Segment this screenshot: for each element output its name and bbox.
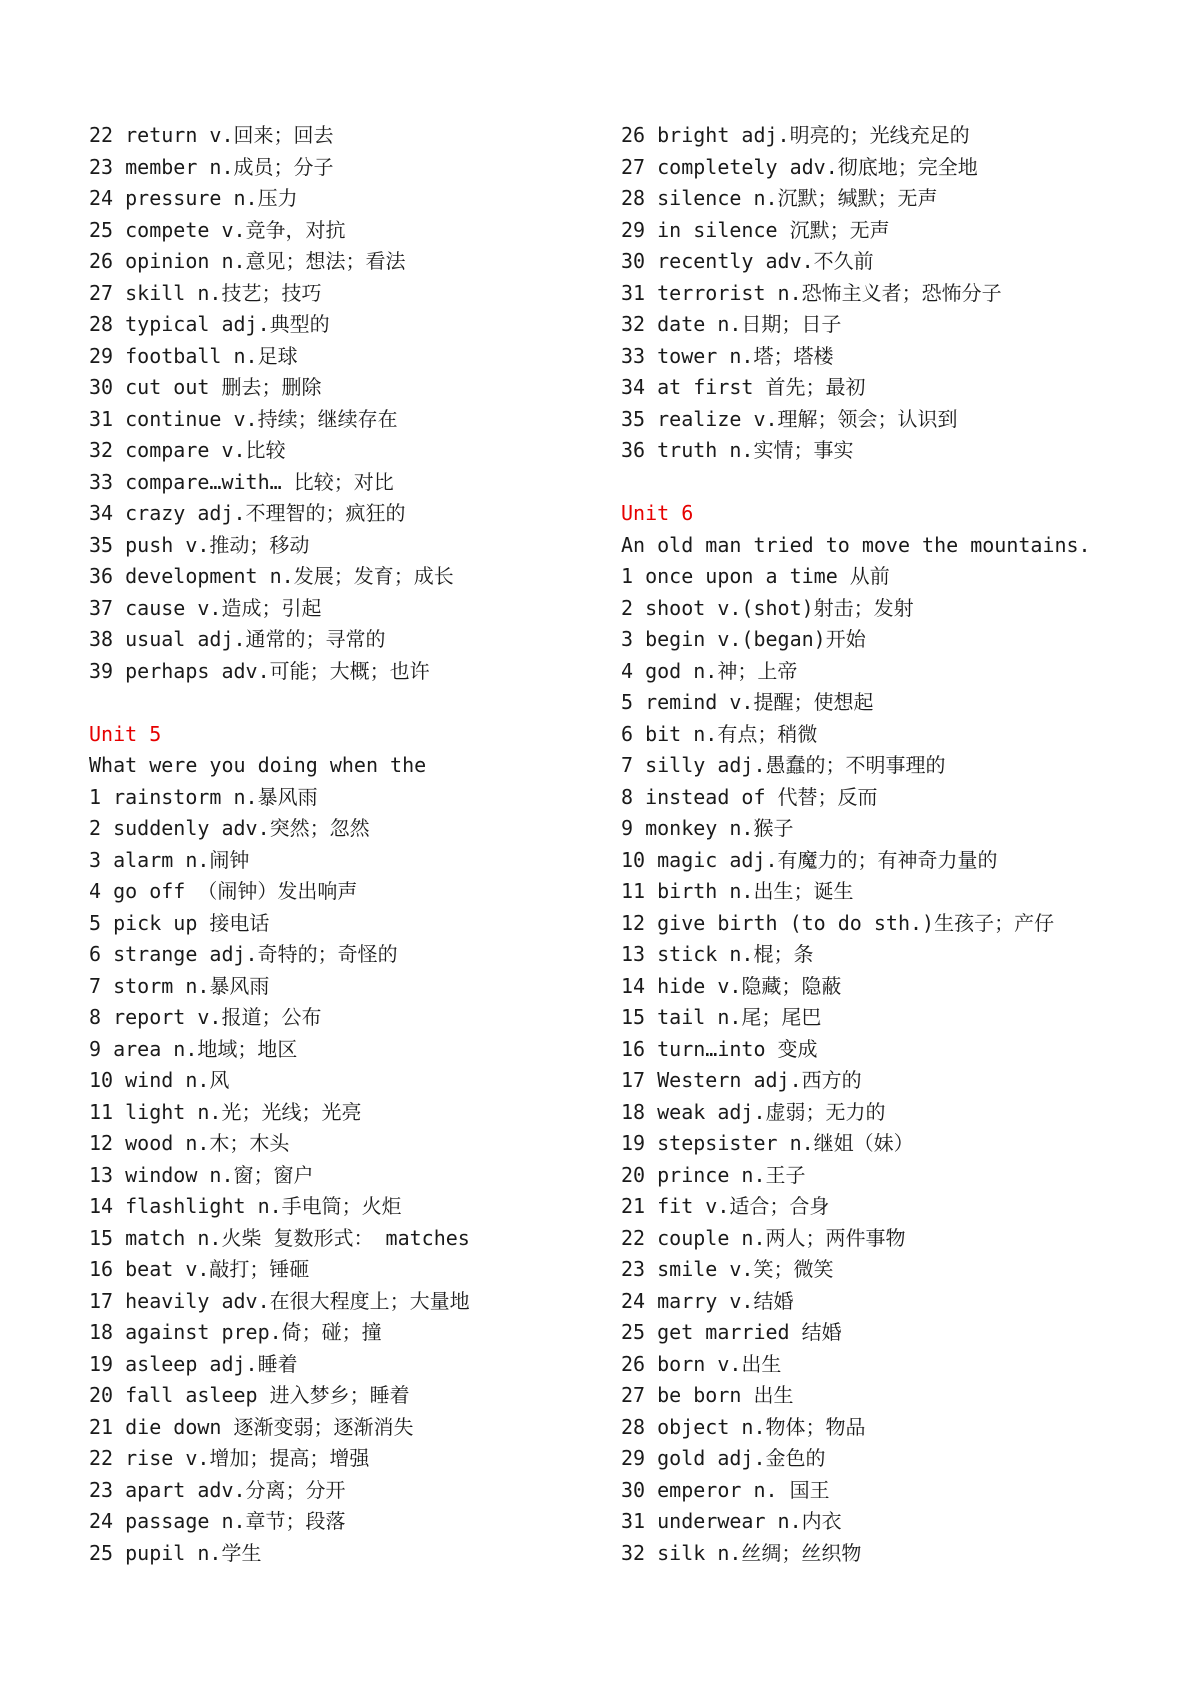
vocab-entry: 4 god n.神；上帝 (621, 658, 798, 683)
vocab-entry: 26 opinion n.意见；想法；看法 (89, 249, 406, 273)
vocab-entry: 24 marry v.结婚 (621, 1288, 794, 1313)
vocab-entry: 15 match n.火柴 复数形式： matches (89, 1225, 470, 1250)
vocab-entry: 25 compete v.竞争，对抗 (89, 217, 346, 242)
vocab-entry: 31 continue v.持续；继续存在 (89, 406, 398, 431)
vocab-entry: 39 perhaps adv.可能；大概；也许 (89, 658, 430, 683)
left-column (89, 120, 569, 1569)
vocab-entry: 35 push v.推动；移动 (89, 532, 310, 557)
vocab-entry: What were you doing when the (89, 753, 427, 777)
vocab-entry: 32 date n.日期；日子 (621, 312, 842, 336)
vocab-entry: 23 member n.成员；分子 (89, 154, 334, 179)
vocab-entry: 29 in silence 沉默；无声 (621, 217, 890, 242)
vocab-entry: 14 flashlight n.手电筒；火炬 (89, 1194, 402, 1218)
vocab-entry: 19 stepsister n.继姐（妹） (621, 1131, 914, 1155)
vocab-entry: 27 be born 出生 (621, 1383, 794, 1407)
vocab-entry: 11 birth n.出生；诞生 (621, 879, 854, 903)
vocab-entry: 29 gold adj.金色的 (621, 1446, 826, 1470)
vocab-entry: 33 compare…with… 比较；对比 (89, 469, 394, 494)
vocab-entry: 12 wood n.木；木头 (89, 1131, 290, 1155)
vocab-entry: 31 underwear n.内衣 (621, 1509, 842, 1533)
vocab-entry: 11 light n.光；光线；光亮 (89, 1099, 362, 1124)
vocab-entry: 27 skill n.技艺；技巧 (89, 280, 322, 305)
vocab-entry: 8 report v.报道；公布 (89, 1005, 322, 1029)
vocab-entry: 36 development n.发展；发育；成长 (89, 564, 454, 588)
vocab-entry: 14 hide v.隐藏；隐蔽 (621, 973, 842, 998)
vocab-entry: 21 fit v.适合；合身 (621, 1194, 830, 1218)
vocab-entry: 26 born v.出生 (621, 1351, 782, 1376)
vocab-entry: 32 compare v.比较 (89, 438, 286, 462)
vocab-entry: 18 weak adj.虚弱；无力的 (621, 1099, 886, 1124)
vocab-entry: 20 fall asleep 进入梦乡；睡着 (89, 1383, 410, 1407)
vocab-entry: 5 pick up 接电话 (89, 910, 270, 935)
vocab-entry: 25 get married 结婚 (621, 1320, 842, 1344)
vocab-entry: 9 area n.地域；地区 (89, 1036, 298, 1061)
vocab-entry: 35 realize v.理解；领会；认识到 (621, 406, 958, 431)
vocab-entry: 25 pupil n.学生 (89, 1540, 262, 1565)
vocab-entry: 13 window n.窗；窗户 (89, 1162, 314, 1187)
vocab-entry: 36 truth n.实情；事实 (621, 438, 854, 462)
vocab-entry: 28 object n.物体；物品 (621, 1414, 866, 1439)
vocab-entry: 22 couple n.两人；两件事物 (621, 1225, 906, 1250)
vocab-entry: 2 suddenly adv.突然；忽然 (89, 816, 370, 840)
vocab-entry: 17 Western adj.西方的 (621, 1068, 862, 1092)
section-spacer (89, 687, 569, 719)
vocab-entry: 27 completely adv.彻底地；完全地 (621, 154, 978, 179)
vocab-entry: 29 football n.足球 (89, 343, 298, 368)
vocab-entry: 17 heavily adv.在很大程度上；大量地 (89, 1288, 470, 1313)
vocab-entry: 23 smile v.笑；微笑 (621, 1257, 834, 1281)
vocab-entry: 24 pressure n.压力 (89, 186, 298, 210)
vocab-entry: 33 tower n.塔；塔楼 (621, 343, 834, 368)
vocab-entry: 10 wind n.风 (89, 1068, 230, 1092)
vocab-entry: 6 strange adj.奇特的；奇怪的 (89, 942, 398, 966)
right-column (621, 120, 1101, 1569)
vocab-entry: 34 at first 首先；最初 (621, 375, 866, 399)
vocab-entry: 1 rainstorm n.暴风雨 (89, 784, 318, 809)
vocab-entry: 7 storm n.暴风雨 (89, 973, 270, 998)
vocab-entry: 4 go off （闹钟）发出响声 (89, 879, 358, 903)
vocab-entry: 30 recently adv.不久前 (621, 249, 874, 273)
unit-heading: Unit 6 (621, 501, 694, 525)
vocab-entry: 13 stick n.棍；条 (621, 942, 814, 966)
vocab-entry: 21 die down 逐渐变弱；逐渐消失 (89, 1414, 414, 1439)
vocab-entry: 26 bright adj.明亮的；光线充足的 (621, 123, 970, 147)
vocab-entry: 38 usual adj.通常的；寻常的 (89, 627, 386, 651)
vocab-entry: 1 once upon a time 从前 (621, 564, 890, 588)
vocab-entry: 22 return v.回来；回去 (89, 123, 334, 147)
vocab-entry: 28 typical adj.典型的 (89, 312, 330, 336)
vocab-entry: 18 against prep.倚；碰；撞 (89, 1320, 382, 1344)
vocab-entry: 15 tail n.尾；尾巴 (621, 1005, 822, 1029)
vocab-entry: 32 silk n.丝绸；丝织物 (621, 1540, 862, 1565)
vocab-entry: 16 turn…into 变成 (621, 1036, 818, 1061)
vocab-entry: 2 shoot v.(shot)射击；发射 (621, 595, 914, 620)
vocab-entry: 5 remind v.提醒；使想起 (621, 690, 874, 714)
vocab-entry: 34 crazy adj.不理智的；疯狂的 (89, 501, 406, 525)
vocab-entry: 16 beat v.敲打；锤砸 (89, 1257, 310, 1281)
vocab-entry: 19 asleep adj.睡着 (89, 1351, 298, 1376)
section-spacer (621, 467, 1101, 499)
vocab-entry: 6 bit n.有点；稍微 (621, 721, 818, 746)
vocab-entry: 20 prince n.王子 (621, 1162, 806, 1187)
vocab-entry: 24 passage n.章节；段落 (89, 1509, 346, 1533)
vocab-entry: 30 emperor n. 国王 (621, 1477, 830, 1502)
vocab-entry: 30 cut out 删去；删除 (89, 375, 322, 399)
vocab-entry: 10 magic adj.有魔力的；有神奇力量的 (621, 847, 998, 872)
vocab-entry: 12 give birth (to do sth.)生孩子；产仔 (621, 910, 1055, 935)
vocab-entry: 8 instead of 代替；反而 (621, 784, 878, 809)
unit-heading: Unit 5 (89, 721, 162, 746)
vocab-entry: 3 alarm n.闹钟 (89, 847, 250, 872)
vocab-entry: 7 silly adj.愚蠢的；不明事理的 (621, 753, 946, 777)
vocab-entry: 9 monkey n.猴子 (621, 816, 794, 840)
vocab-entry: 31 terrorist n.恐怖主义者；恐怖分子 (621, 280, 1002, 305)
vocab-entry: 22 rise v.增加；提高；增强 (89, 1446, 370, 1470)
vocab-entry: 23 apart adv.分离；分开 (89, 1477, 346, 1502)
vocab-entry: 28 silence n.沉默；缄默；无声 (621, 186, 938, 210)
vocab-entry: 3 begin v.(began)开始 (621, 627, 866, 651)
vocab-entry: 37 cause v.造成；引起 (89, 595, 322, 620)
vocab-entry: An old man tried to move the mountains. (621, 532, 1091, 557)
